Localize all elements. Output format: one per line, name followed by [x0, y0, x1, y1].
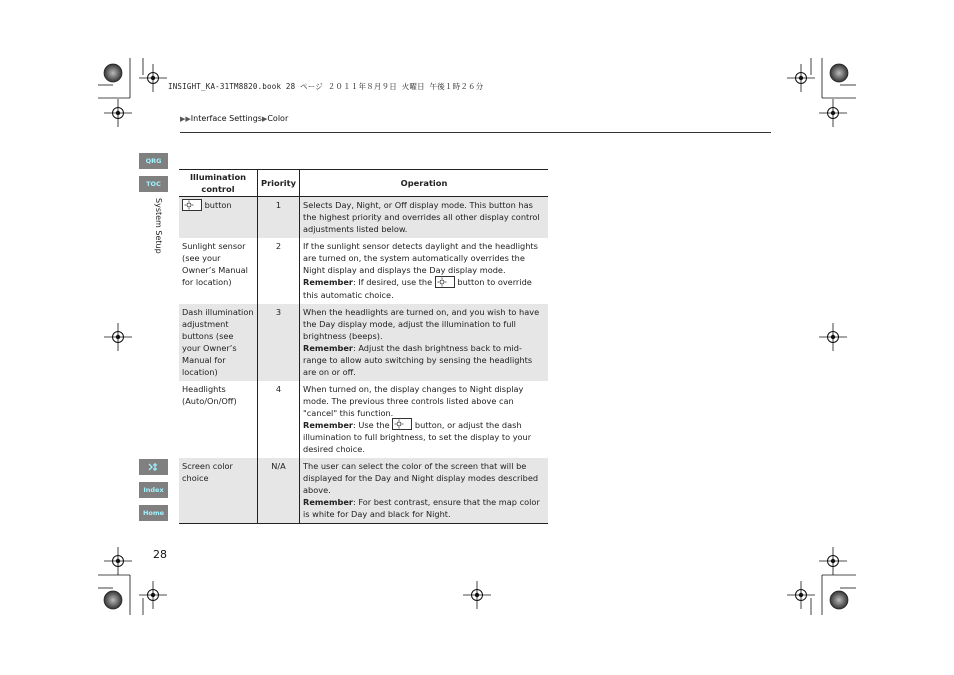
- control-cell: Screen color choice: [179, 458, 258, 524]
- qrg-button[interactable]: QRG: [139, 153, 168, 169]
- home-button[interactable]: Home: [139, 505, 168, 521]
- voice-command-icon: [147, 461, 161, 473]
- remember-text-post: button, or adjust the dash illumination to full brightness, to set the display to your desired choice.: [303, 419, 532, 454]
- breadcrumb-current-page: Color: [267, 114, 289, 123]
- remember-text: : Adjust the dash brightness back to mid-range to allow auto switching by sensing the headlights are on or off.: [303, 342, 533, 377]
- operation-cell: [300, 304, 548, 381]
- header-illumination-control: Illumination control: [179, 170, 258, 197]
- remember-text: : For best contrast, ensure that the map color is white for Day and black for Night.: [303, 497, 540, 519]
- control-cell: Sunlight sensor (see your Owner’s Manual for location): [179, 238, 258, 304]
- breadcrumb-separator: ▶: [261, 115, 268, 123]
- voice-command-button[interactable]: [139, 459, 168, 475]
- header-operation: Operation: [300, 170, 548, 197]
- print-file-header: INSIGHT_KA-31TM8820.book 28 ページ ２０１１年８月９日 火曜日 午後１時２６分: [168, 82, 484, 91]
- remember-label: Remember: [303, 277, 353, 287]
- table-row: [179, 238, 548, 304]
- table-row: [179, 458, 548, 524]
- priority-cell: 4: [258, 381, 300, 459]
- priority-cell: 3: [258, 304, 300, 381]
- operation-text: When turned on, the display changes to Night display mode. The previous three controls listed above can "cancel" this function.: [303, 383, 524, 418]
- table-row: [179, 197, 548, 239]
- operation-cell: Selects Day, Night, or Off display mode. This button has the highest priority and overrides all other display control adjustments listed below.: [300, 197, 548, 239]
- control-cell: [179, 197, 258, 239]
- operation-text: If the sunlight sensor detects daylight and the headlights are turned on, the system automatically overrides the Night display and displays the Day display mode.: [303, 241, 538, 275]
- breadcrumb-section-link[interactable]: Interface Settings: [190, 114, 262, 123]
- day-night-button-icon: [435, 276, 455, 288]
- priority-cell: N/A: [258, 458, 300, 524]
- breadcrumb: [180, 114, 288, 123]
- operation-text: When the headlights are turned on, and you wish to have the Day display mode, adjust the illumination to full brightness (beeps).: [303, 306, 540, 341]
- page-number: 28: [153, 548, 167, 561]
- control-cell: Dash illumination adjustment buttons (see your Owner’s Manual for location): [179, 304, 258, 381]
- day-night-button-icon: [392, 418, 412, 430]
- remember-text-pre: : Use the: [352, 419, 390, 430]
- day-night-button-icon: [182, 199, 202, 211]
- operation-text: The user can select the color of the screen that will be displayed for the Day and Night display modes described above.: [303, 461, 539, 495]
- table-row: [179, 381, 548, 459]
- header-priority: Priority: [258, 170, 300, 197]
- operation-cell: [300, 458, 548, 524]
- remember-label: Remember: [303, 419, 353, 430]
- toc-button[interactable]: TOC: [139, 176, 168, 192]
- remember-text-pre: : If desired, use the: [352, 277, 433, 287]
- operation-cell: [300, 238, 548, 304]
- operation-cell: [300, 381, 548, 459]
- section-label: System Setup: [154, 198, 163, 254]
- table-row: [179, 304, 548, 381]
- index-button[interactable]: Index: [139, 482, 168, 498]
- illumination-control-table: [179, 169, 548, 524]
- control-text: button: [204, 200, 232, 210]
- priority-cell: 2: [258, 238, 300, 304]
- header-rule: [180, 132, 771, 133]
- remember-text-post: button to override this automatic choice.: [303, 277, 532, 300]
- remember-label: Remember: [303, 342, 353, 353]
- remember-label: Remember: [303, 497, 353, 507]
- priority-cell: 1: [258, 197, 300, 239]
- table-header-row: [179, 170, 548, 197]
- breadcrumb-arrows: ▶▶: [180, 115, 191, 123]
- control-cell: Headlights (Auto/On/Off): [179, 381, 258, 459]
